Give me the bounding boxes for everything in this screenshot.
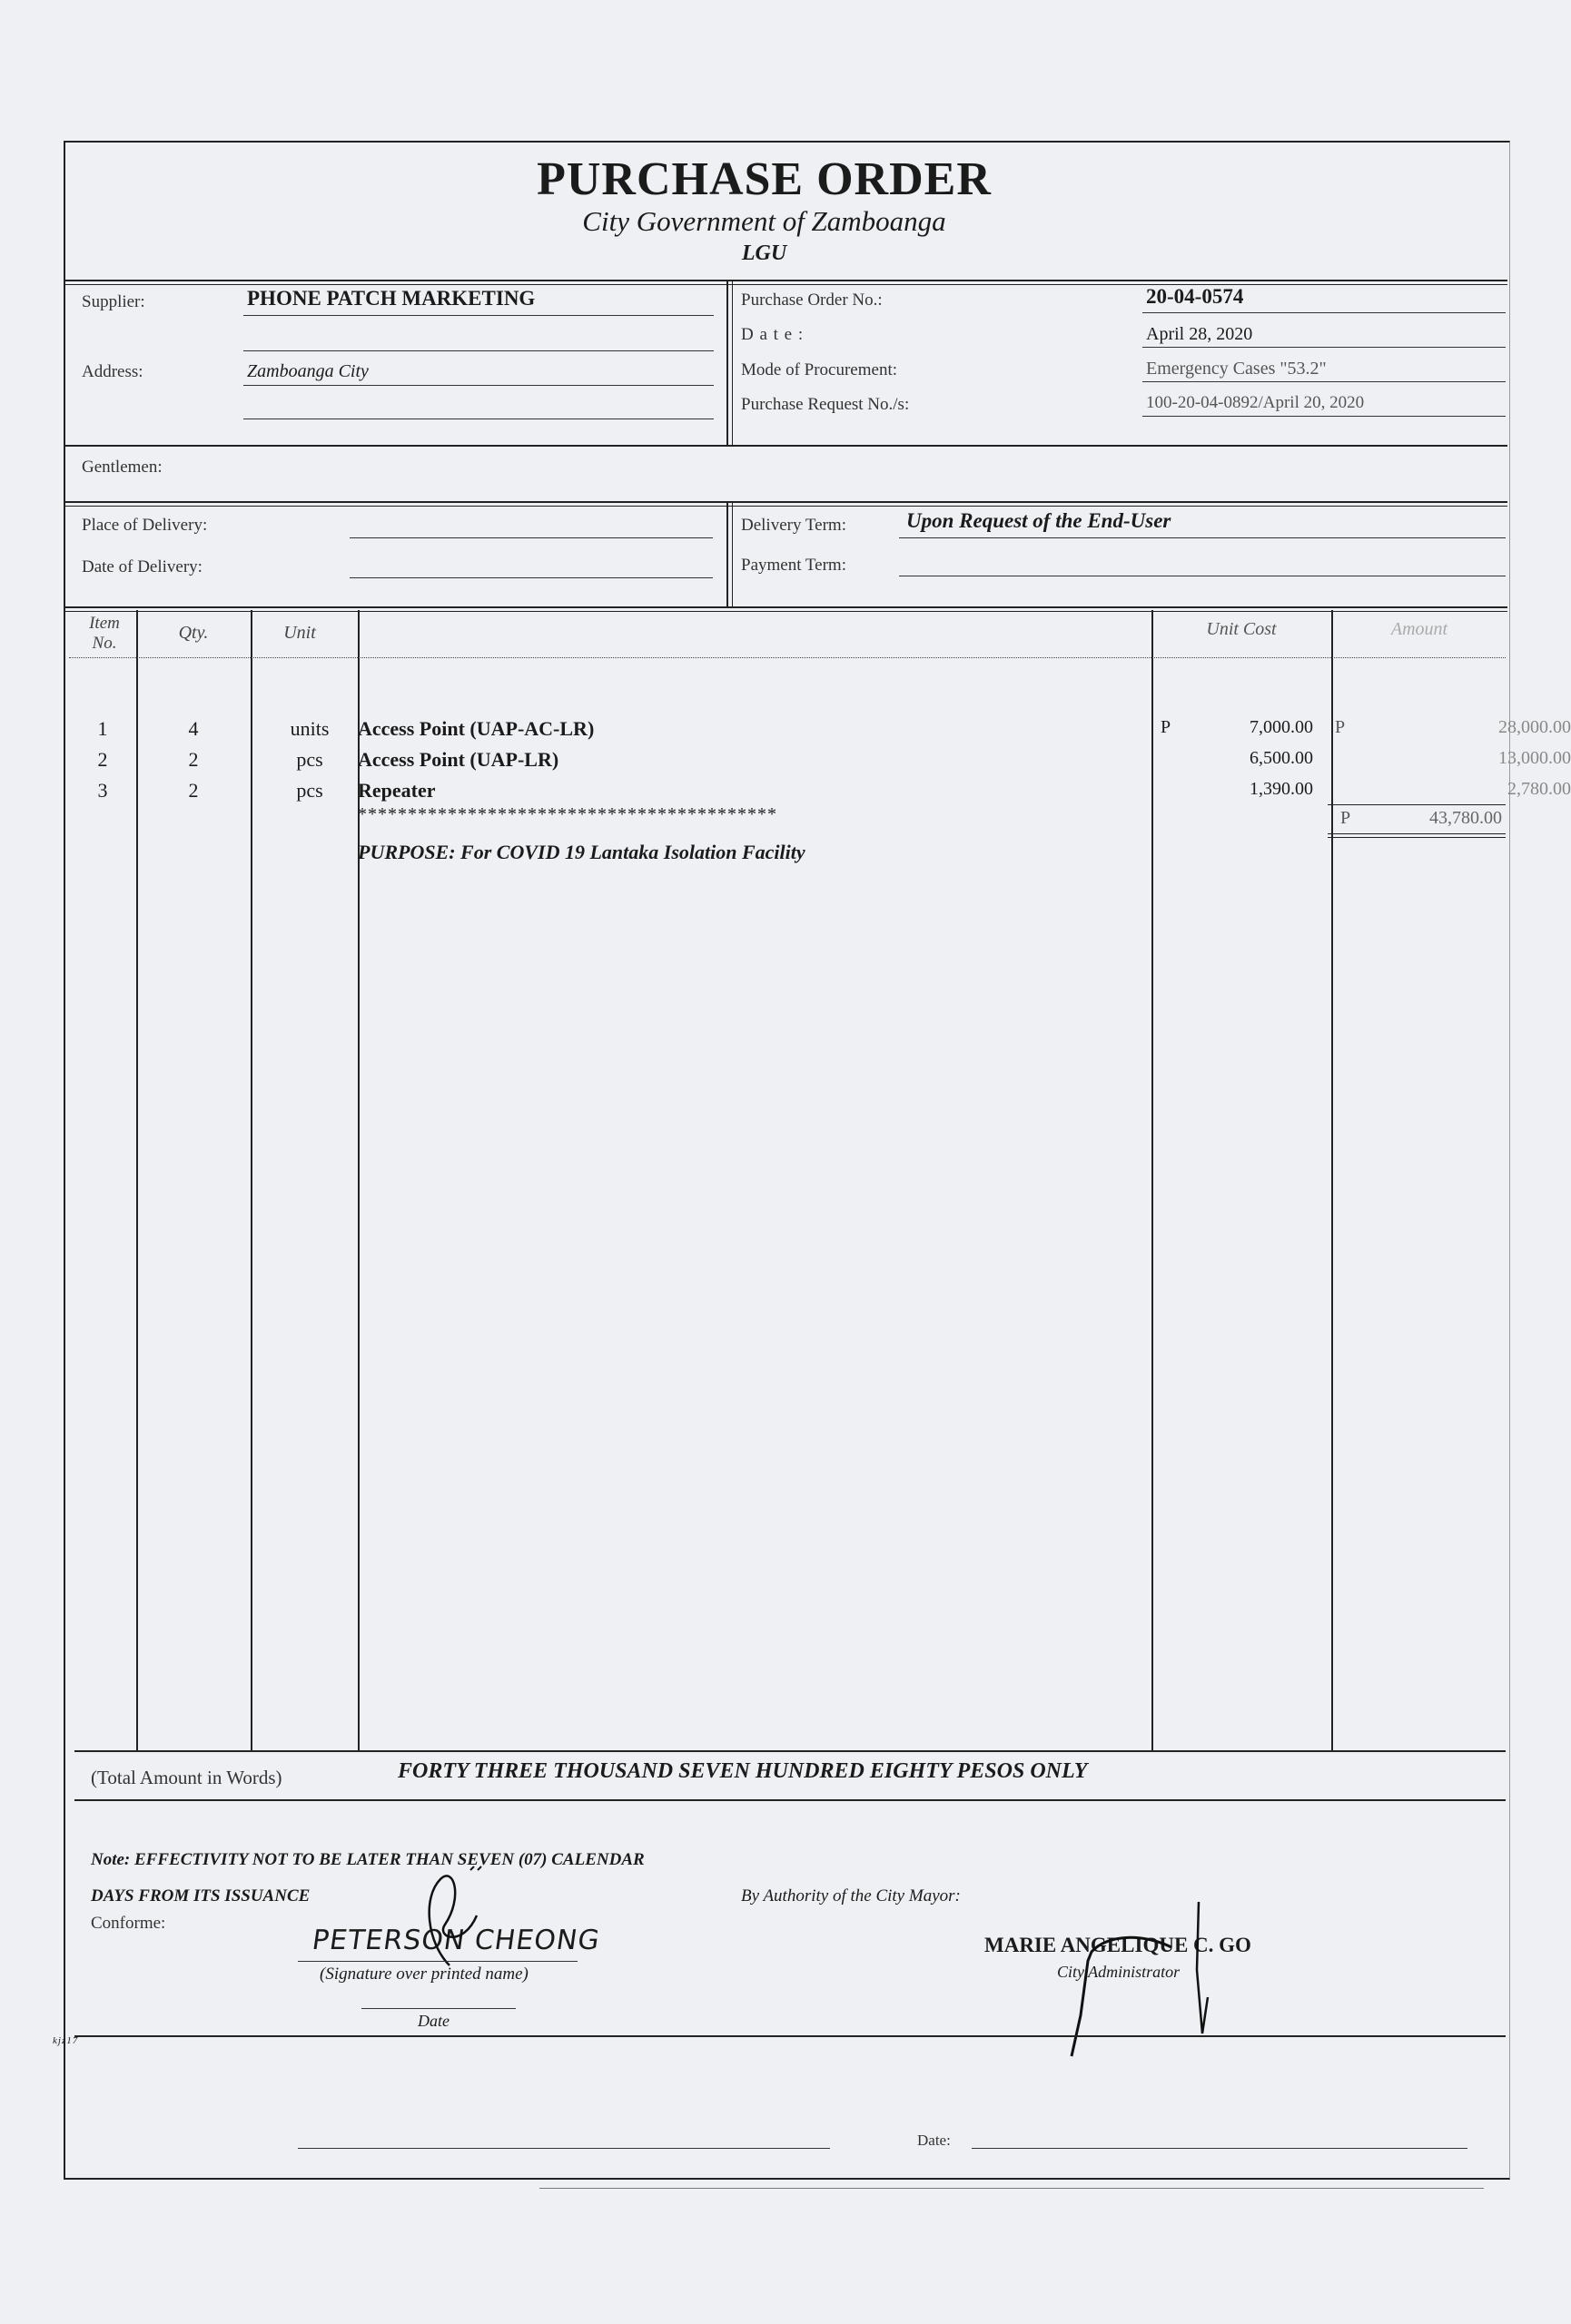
total-bottom-rule-2	[1328, 837, 1506, 838]
document-subtitle: City Government of Zamboanga	[582, 205, 946, 237]
bottom-date-line	[972, 2148, 1467, 2149]
date-label: D a t e :	[741, 325, 805, 344]
delivery-divider-2	[732, 503, 733, 606]
gentlemen-bottom	[65, 501, 1507, 503]
signature-caption: (Signature over printed name)	[320, 1965, 529, 1984]
delivery-term-underline	[899, 537, 1506, 538]
purchase-request-underline	[1142, 416, 1506, 417]
delivery-term-value: Upon Request of the End-User	[906, 509, 1171, 532]
row-description: Access Point (UAP-AC-LR)	[358, 717, 595, 740]
table-row	[69, 779, 1571, 808]
row-description: Repeater	[358, 779, 436, 802]
form-code: kjz17	[53, 2035, 79, 2046]
supplier-label: Supplier:	[82, 292, 145, 311]
table-header-dotted-line	[69, 657, 1506, 658]
admin-name: MARIE ANGELIQUE C. GO	[984, 1934, 1251, 1956]
header-unit-cost: Unit Cost	[1206, 619, 1277, 639]
row-amount: 2,780.00	[1507, 779, 1571, 799]
total-words-value: FORTY THREE THOUSAND SEVEN HUNDRED EIGHTY PESOS ONLY	[398, 1759, 1088, 1783]
row-cost-prefix: P	[1161, 717, 1171, 737]
place-of-delivery-label: Place of Delivery:	[82, 516, 208, 535]
row-qty: 2	[188, 748, 199, 771]
total-bottom-rule	[1328, 833, 1506, 834]
delivery-bottom-2	[65, 611, 1507, 612]
address-underline	[243, 385, 714, 386]
total-prefix: P	[1340, 808, 1351, 828]
header-qty: Qty.	[178, 623, 209, 643]
purchase-request-label: Purchase Request No./s:	[741, 395, 910, 414]
header-divider	[65, 280, 1507, 281]
gentlemen-label: Gentlemen:	[82, 458, 163, 477]
page-bottom-rule	[539, 2188, 1484, 2189]
supplier-block-bottom	[65, 445, 1507, 447]
date-underline	[1142, 347, 1506, 348]
row-amount: 28,000.00	[1498, 717, 1571, 737]
date-value: April 28, 2020	[1146, 324, 1253, 344]
address-value: Zamboanga City	[247, 361, 369, 381]
total-words-label: (Total Amount in Words)	[91, 1767, 282, 1788]
supplier-value: PHONE PATCH MARKETING	[247, 287, 536, 310]
row-unit: pcs	[296, 779, 323, 802]
admin-signature	[1035, 1897, 1235, 2070]
effectivity-note-line2: DAYS FROM ITS ISSUANCE	[91, 1886, 311, 1905]
row-unit: units	[290, 717, 330, 740]
table-row	[69, 717, 1571, 746]
place-of-delivery-underline	[350, 537, 713, 538]
po-number-value: 20-04-0574	[1146, 285, 1244, 308]
effectivity-note-line1: Note: EFFECTIVITY NOT TO BE LATER THAN SEVEN (07) CALENDAR	[91, 1850, 645, 1869]
total-top-rule	[1328, 804, 1506, 805]
po-number-label: Purchase Order No.:	[741, 290, 883, 310]
footer-bottom	[74, 2035, 1506, 2037]
procurement-mode-label: Mode of Procurement:	[741, 360, 898, 379]
row-unit-cost: 1,390.00	[1250, 779, 1313, 799]
signature-line	[298, 1961, 578, 1962]
supplier-order-divider	[726, 281, 728, 445]
header-amount: Amount	[1390, 619, 1448, 639]
date-caption: Date	[418, 2012, 450, 2030]
po-number-underline	[1142, 312, 1506, 313]
authority-label: By Authority of the City Mayor:	[741, 1886, 961, 1905]
row-qty: 4	[188, 717, 199, 740]
lgu-label: LGU	[741, 241, 787, 265]
purpose-text: PURPOSE: For COVID 19 Lantaka Isolation Facility	[358, 841, 805, 863]
row-item-no: 1	[97, 717, 108, 740]
header-divider-2	[65, 284, 1507, 285]
delivery-bottom	[65, 606, 1507, 608]
admin-title: City Administrator	[1057, 1963, 1181, 1981]
row-item-no: 3	[97, 779, 108, 802]
row-description: Access Point (UAP-LR)	[358, 748, 559, 771]
header-item-no-line1: Item	[89, 614, 120, 633]
row-amount: 13,000.00	[1498, 748, 1571, 768]
header-unit: Unit	[283, 623, 316, 643]
supplier-underline-2	[243, 350, 714, 351]
purchase-request-value: 100-20-04-0892/April 20, 2020	[1146, 393, 1365, 412]
date-of-delivery-label: Date of Delivery:	[82, 557, 203, 576]
bottom-date-label: Date:	[917, 2132, 951, 2149]
date-line	[361, 2008, 516, 2009]
bottom-signature-line	[298, 2148, 830, 2149]
procurement-mode-value: Emergency Cases "53.2"	[1146, 359, 1327, 379]
item-separator: ******************************************	[358, 804, 777, 824]
header-item-no-line2: No.	[92, 634, 117, 653]
table-bottom	[74, 1750, 1506, 1752]
row-amount-prefix: P	[1335, 717, 1346, 737]
signer-printed-name: PETERSON CHEONG	[310, 1925, 603, 1956]
delivery-divider	[726, 503, 728, 606]
total-words-bottom	[74, 1799, 1506, 1801]
gentlemen-bottom-2	[65, 506, 1507, 507]
procurement-mode-underline	[1142, 381, 1506, 382]
row-unit-cost: 7,000.00	[1250, 717, 1313, 737]
total-amount: 43,780.00	[1429, 808, 1502, 828]
document-title: PURCHASE ORDER	[537, 153, 992, 205]
row-item-no: 2	[97, 748, 108, 771]
conforme-label: Conforme:	[91, 1914, 166, 1933]
row-qty: 2	[188, 779, 199, 802]
supplier-underline	[243, 315, 714, 316]
date-of-delivery-underline	[350, 577, 713, 578]
row-unit: pcs	[296, 748, 323, 771]
table-row	[69, 748, 1571, 777]
supplier-order-divider-2	[732, 281, 733, 445]
row-unit-cost: 6,500.00	[1250, 748, 1313, 768]
payment-term-label: Payment Term:	[741, 556, 846, 575]
address-label: Address:	[82, 362, 143, 381]
delivery-term-label: Delivery Term:	[741, 516, 846, 535]
header-item-no	[73, 614, 136, 654]
